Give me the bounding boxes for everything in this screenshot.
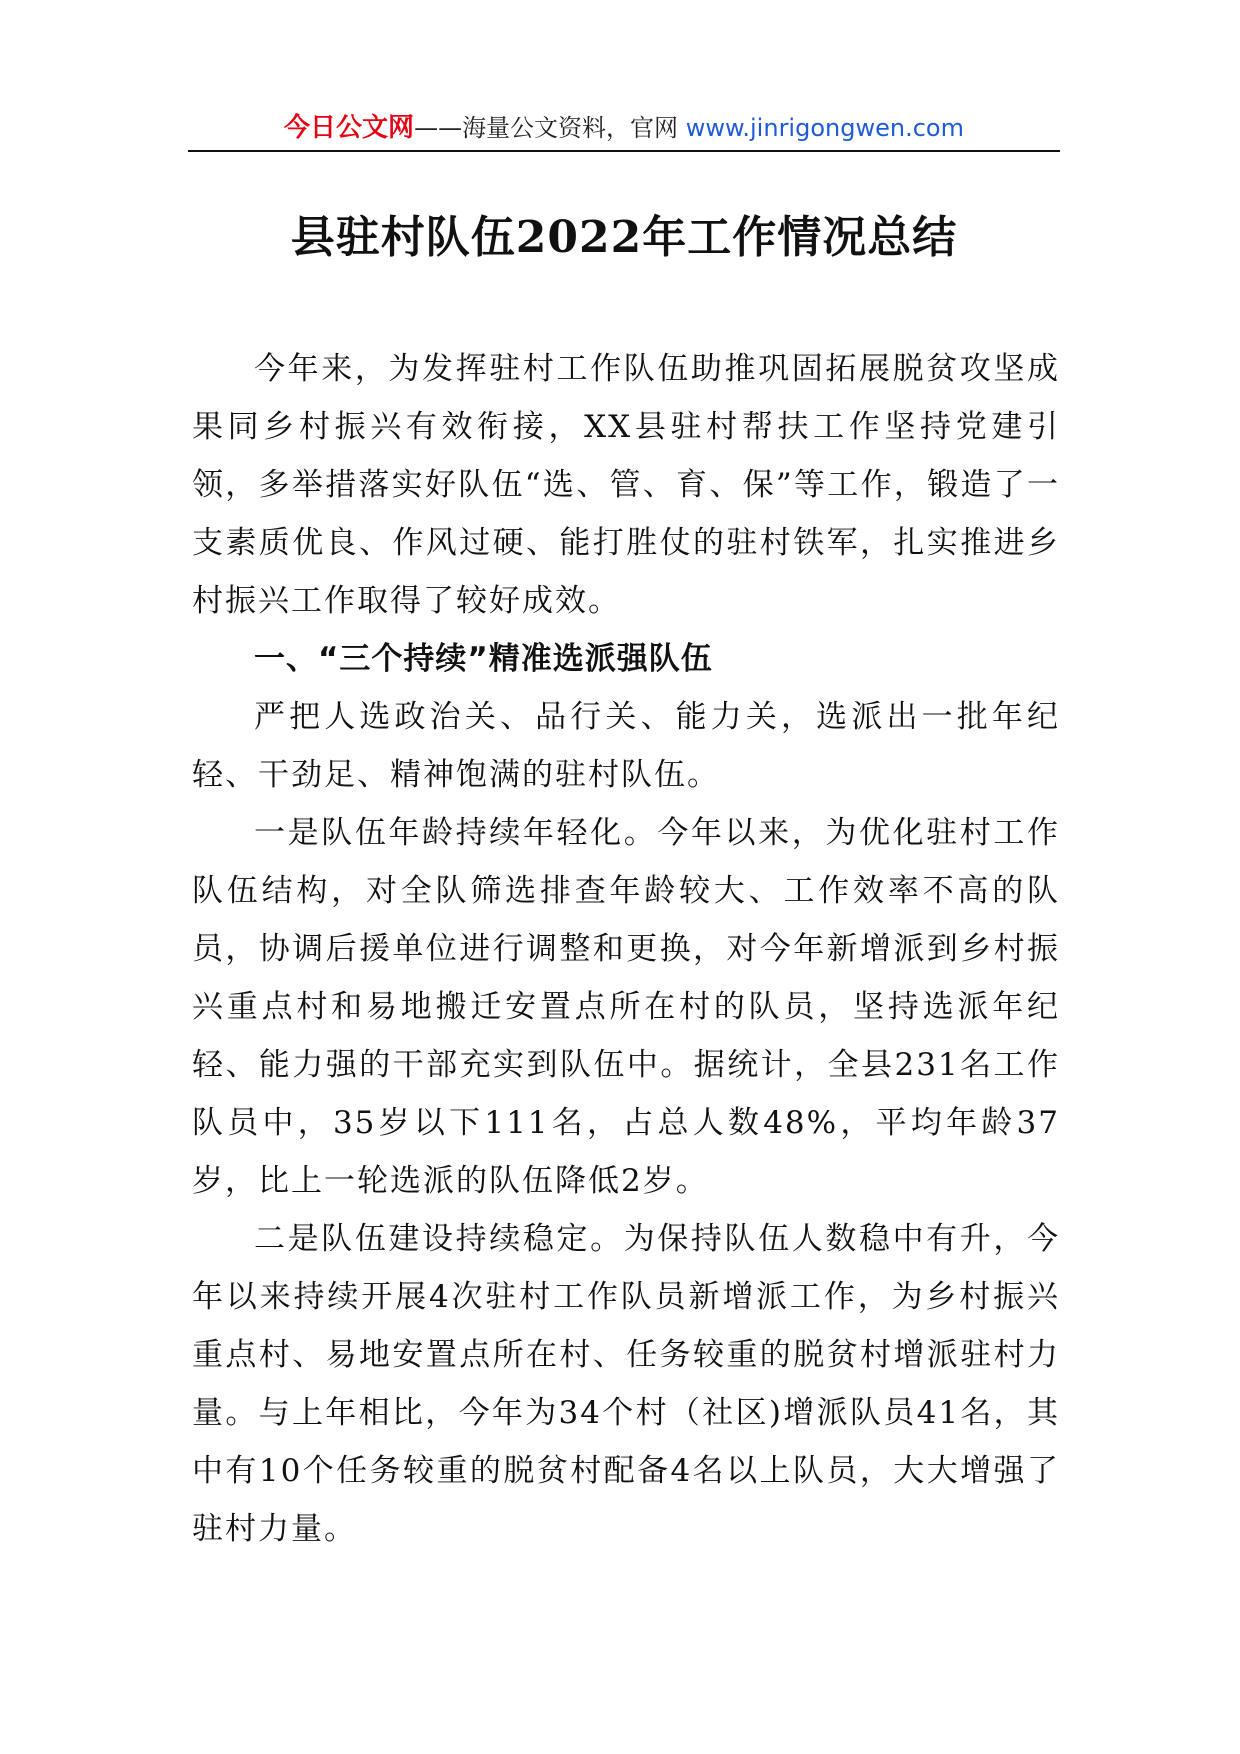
paragraph-intro: 今年来，为发挥驻村工作队伍助推巩固拓展脱贫攻坚成果同乡村振兴有效衔接，XX县驻村帮扶工作坚持党建引领，多举措落实好队伍“选、管、育、保”等工作，锻造了一支素质优良、作风过硬、能打胜仗的驻村铁军，扎实推进乡村振兴工作取得了较好成效。 — [192, 351, 1060, 619]
section-heading-1: 一、“三个持续”精准选派强队伍 — [254, 641, 713, 677]
site-slogan: ——海量公文资料，官网 — [414, 114, 686, 142]
header-divider — [188, 150, 1060, 152]
document-title: 县驻村队伍2022年工作情况总结 — [290, 212, 958, 263]
site-header — [188, 108, 1060, 152]
site-brand: 今日公文网 — [284, 113, 415, 143]
site-url-link[interactable]: www.jinrigongwen.com — [685, 114, 964, 142]
paragraph-section-lead: 严把人选政治关、品行关、能力关，选派出一批年纪轻、干劲足、精神饱满的驻村队伍。 — [192, 699, 1060, 793]
paragraph-point-2: 二是队伍建设持续稳定。为保持队伍人数稳中有升，今年以来持续开展4次驻村工作队员新增派工作，为乡村振兴重点村、易地安置点所在村、任务较重的脱贫村增派驻村力量。与上年相比，今年为34个村（社区)增派队员41名，其中有10个任务较重的脱贫村配备4名以上队员，大大增强了驻村力量。 — [192, 1221, 1060, 1547]
paragraph-point-1: 一是队伍年龄持续年轻化。今年以来，为优化驻村工作队伍结构，对全队筛选排查年龄较大、工作效率不高的队员，协调后援单位进行调整和更换，对今年新增派到乡村振兴重点村和易地搬迁安置点所在村的队员，坚持选派年纪轻、能力强的干部充实到队伍中。据统计，全县231名工作队员中，35岁以下111名，占总人数48%，平均年龄37岁，比上一轮选派的队伍降低2岁。 — [192, 815, 1060, 1199]
document-body — [192, 340, 1060, 1558]
